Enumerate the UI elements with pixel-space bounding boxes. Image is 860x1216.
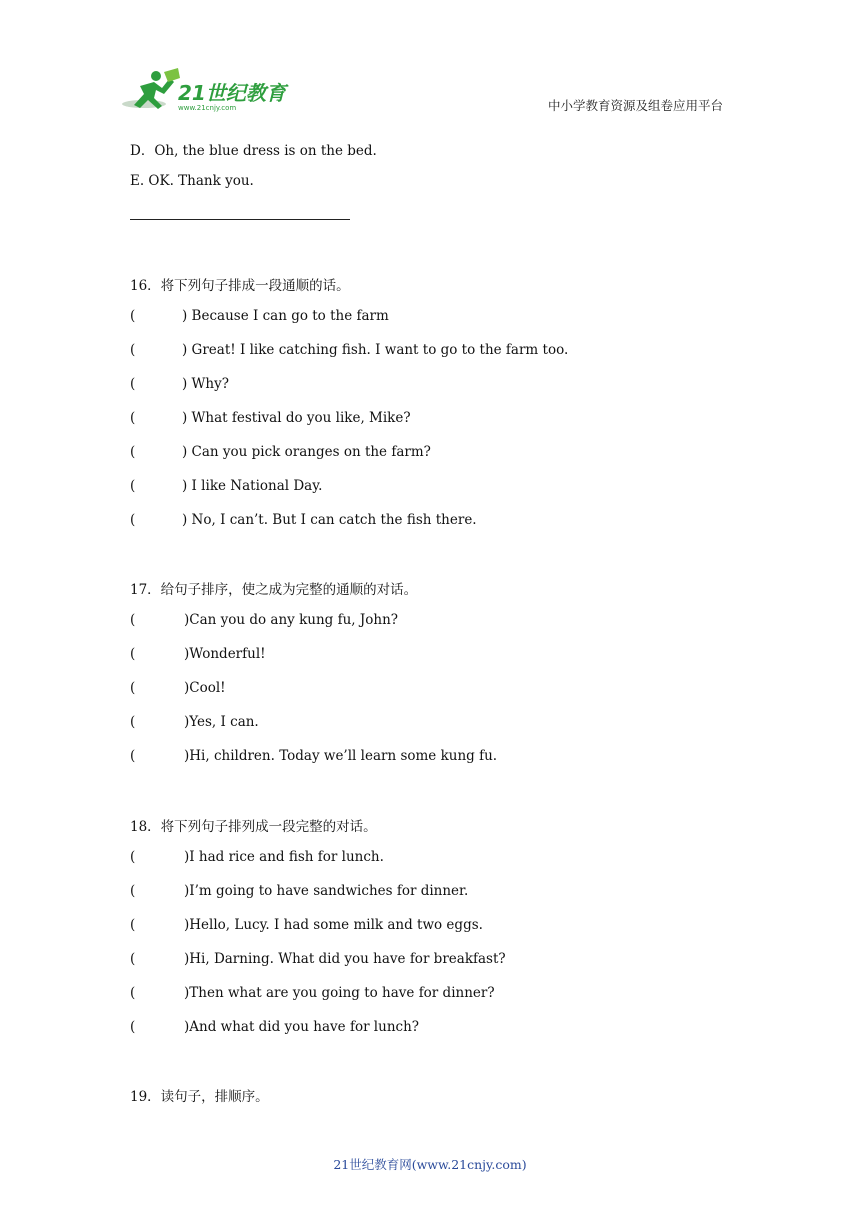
answer-paren[interactable]: ( bbox=[130, 1019, 136, 1035]
sentence-text: ) What festival do you like, Mike? bbox=[182, 410, 411, 426]
answer-blank-line[interactable] bbox=[130, 219, 350, 220]
question-16-title: 16．将下列句子排成一段通顺的话。 bbox=[130, 278, 350, 294]
question-17-title: 17．给句子排序，使之成为完整的通顺的对话。 bbox=[130, 582, 418, 598]
brand-logo bbox=[120, 66, 290, 116]
answer-paren[interactable]: ( bbox=[130, 985, 136, 1001]
answer-paren[interactable]: ( bbox=[130, 748, 136, 764]
sentence-text: ) No, I can’t. But I can catch the fish there. bbox=[182, 512, 477, 528]
question-18-title: 18．将下列句子排列成一段完整的对话。 bbox=[130, 819, 377, 835]
answer-paren[interactable]: ( bbox=[130, 646, 136, 662]
sentence-text: )And what did you have for lunch? bbox=[184, 1019, 420, 1035]
sentence-text: ) Great! I like catching fish. I want to go to the farm too. bbox=[182, 342, 569, 358]
answer-paren[interactable]: ( bbox=[130, 444, 136, 460]
header-platform-text: 中小学教育资源及组卷应用平台 bbox=[548, 98, 724, 113]
answer-paren[interactable]: ( bbox=[130, 849, 136, 865]
answer-paren[interactable]: ( bbox=[130, 714, 136, 730]
list-item bbox=[130, 512, 477, 528]
list-item bbox=[130, 985, 495, 1001]
sentence-text: )Yes, I can. bbox=[184, 714, 259, 730]
logo-text: 21世纪教育 bbox=[178, 81, 286, 105]
sentence-text: )I had rice and fish for lunch. bbox=[184, 849, 384, 865]
list-item bbox=[130, 680, 226, 696]
footer-link[interactable]: 21世纪教育网(www.21cnjy.com) bbox=[333, 1157, 527, 1172]
list-item bbox=[130, 883, 468, 899]
sentence-text: )Hi, children. Today we’ll learn some kung fu. bbox=[184, 748, 498, 764]
answer-paren[interactable]: ( bbox=[130, 951, 136, 967]
sentence-text: )Hi, Darning. What did you have for breakfast? bbox=[184, 951, 506, 967]
list-item bbox=[130, 342, 568, 358]
question-19-title: 19．读句子，排顺序。 bbox=[130, 1089, 269, 1105]
answer-paren[interactable]: ( bbox=[130, 478, 136, 494]
list-item bbox=[130, 410, 411, 426]
sentence-text: )Cool! bbox=[184, 680, 226, 696]
answer-paren[interactable]: ( bbox=[130, 410, 136, 426]
sentence-text: )I’m going to have sandwiches for dinner. bbox=[184, 883, 469, 899]
sentence-text: )Then what are you going to have for dinner? bbox=[184, 985, 495, 1001]
sentence-text: )Hello, Lucy. I had some milk and two eggs. bbox=[184, 917, 483, 933]
list-item bbox=[130, 1019, 419, 1035]
list-item bbox=[130, 951, 506, 967]
list-item bbox=[130, 748, 497, 764]
answer-paren[interactable]: ( bbox=[130, 512, 136, 528]
logo-url: www.21cnjy.com bbox=[178, 104, 237, 112]
list-item bbox=[130, 444, 431, 460]
answer-paren[interactable]: ( bbox=[130, 680, 136, 696]
list-item bbox=[130, 376, 229, 392]
answer-paren[interactable]: ( bbox=[130, 342, 136, 358]
answer-paren[interactable]: ( bbox=[130, 612, 136, 628]
sentence-text: ) Why? bbox=[182, 376, 229, 392]
sentence-text: ) I like National Day. bbox=[182, 478, 323, 494]
option-d: D．Oh, the blue dress is on the bed. bbox=[130, 143, 377, 159]
running-man-logo-icon bbox=[120, 66, 290, 116]
sentence-text: ) Because I can go to the farm bbox=[182, 308, 389, 324]
option-e: E. OK. Thank you. bbox=[130, 173, 254, 189]
answer-paren[interactable]: ( bbox=[130, 883, 136, 899]
sentence-text: )Wonderful! bbox=[184, 646, 266, 662]
answer-paren[interactable]: ( bbox=[130, 376, 136, 392]
list-item bbox=[130, 849, 384, 865]
sentence-text: )Can you do any kung fu, John? bbox=[184, 612, 399, 628]
answer-paren[interactable]: ( bbox=[130, 917, 136, 933]
sentence-text: ) Can you pick oranges on the farm? bbox=[182, 444, 431, 460]
list-item bbox=[130, 478, 322, 494]
list-item bbox=[130, 917, 483, 933]
list-item bbox=[130, 308, 389, 324]
list-item bbox=[130, 714, 259, 730]
list-item bbox=[130, 646, 266, 662]
list-item bbox=[130, 612, 398, 628]
answer-paren[interactable]: ( bbox=[130, 308, 136, 324]
